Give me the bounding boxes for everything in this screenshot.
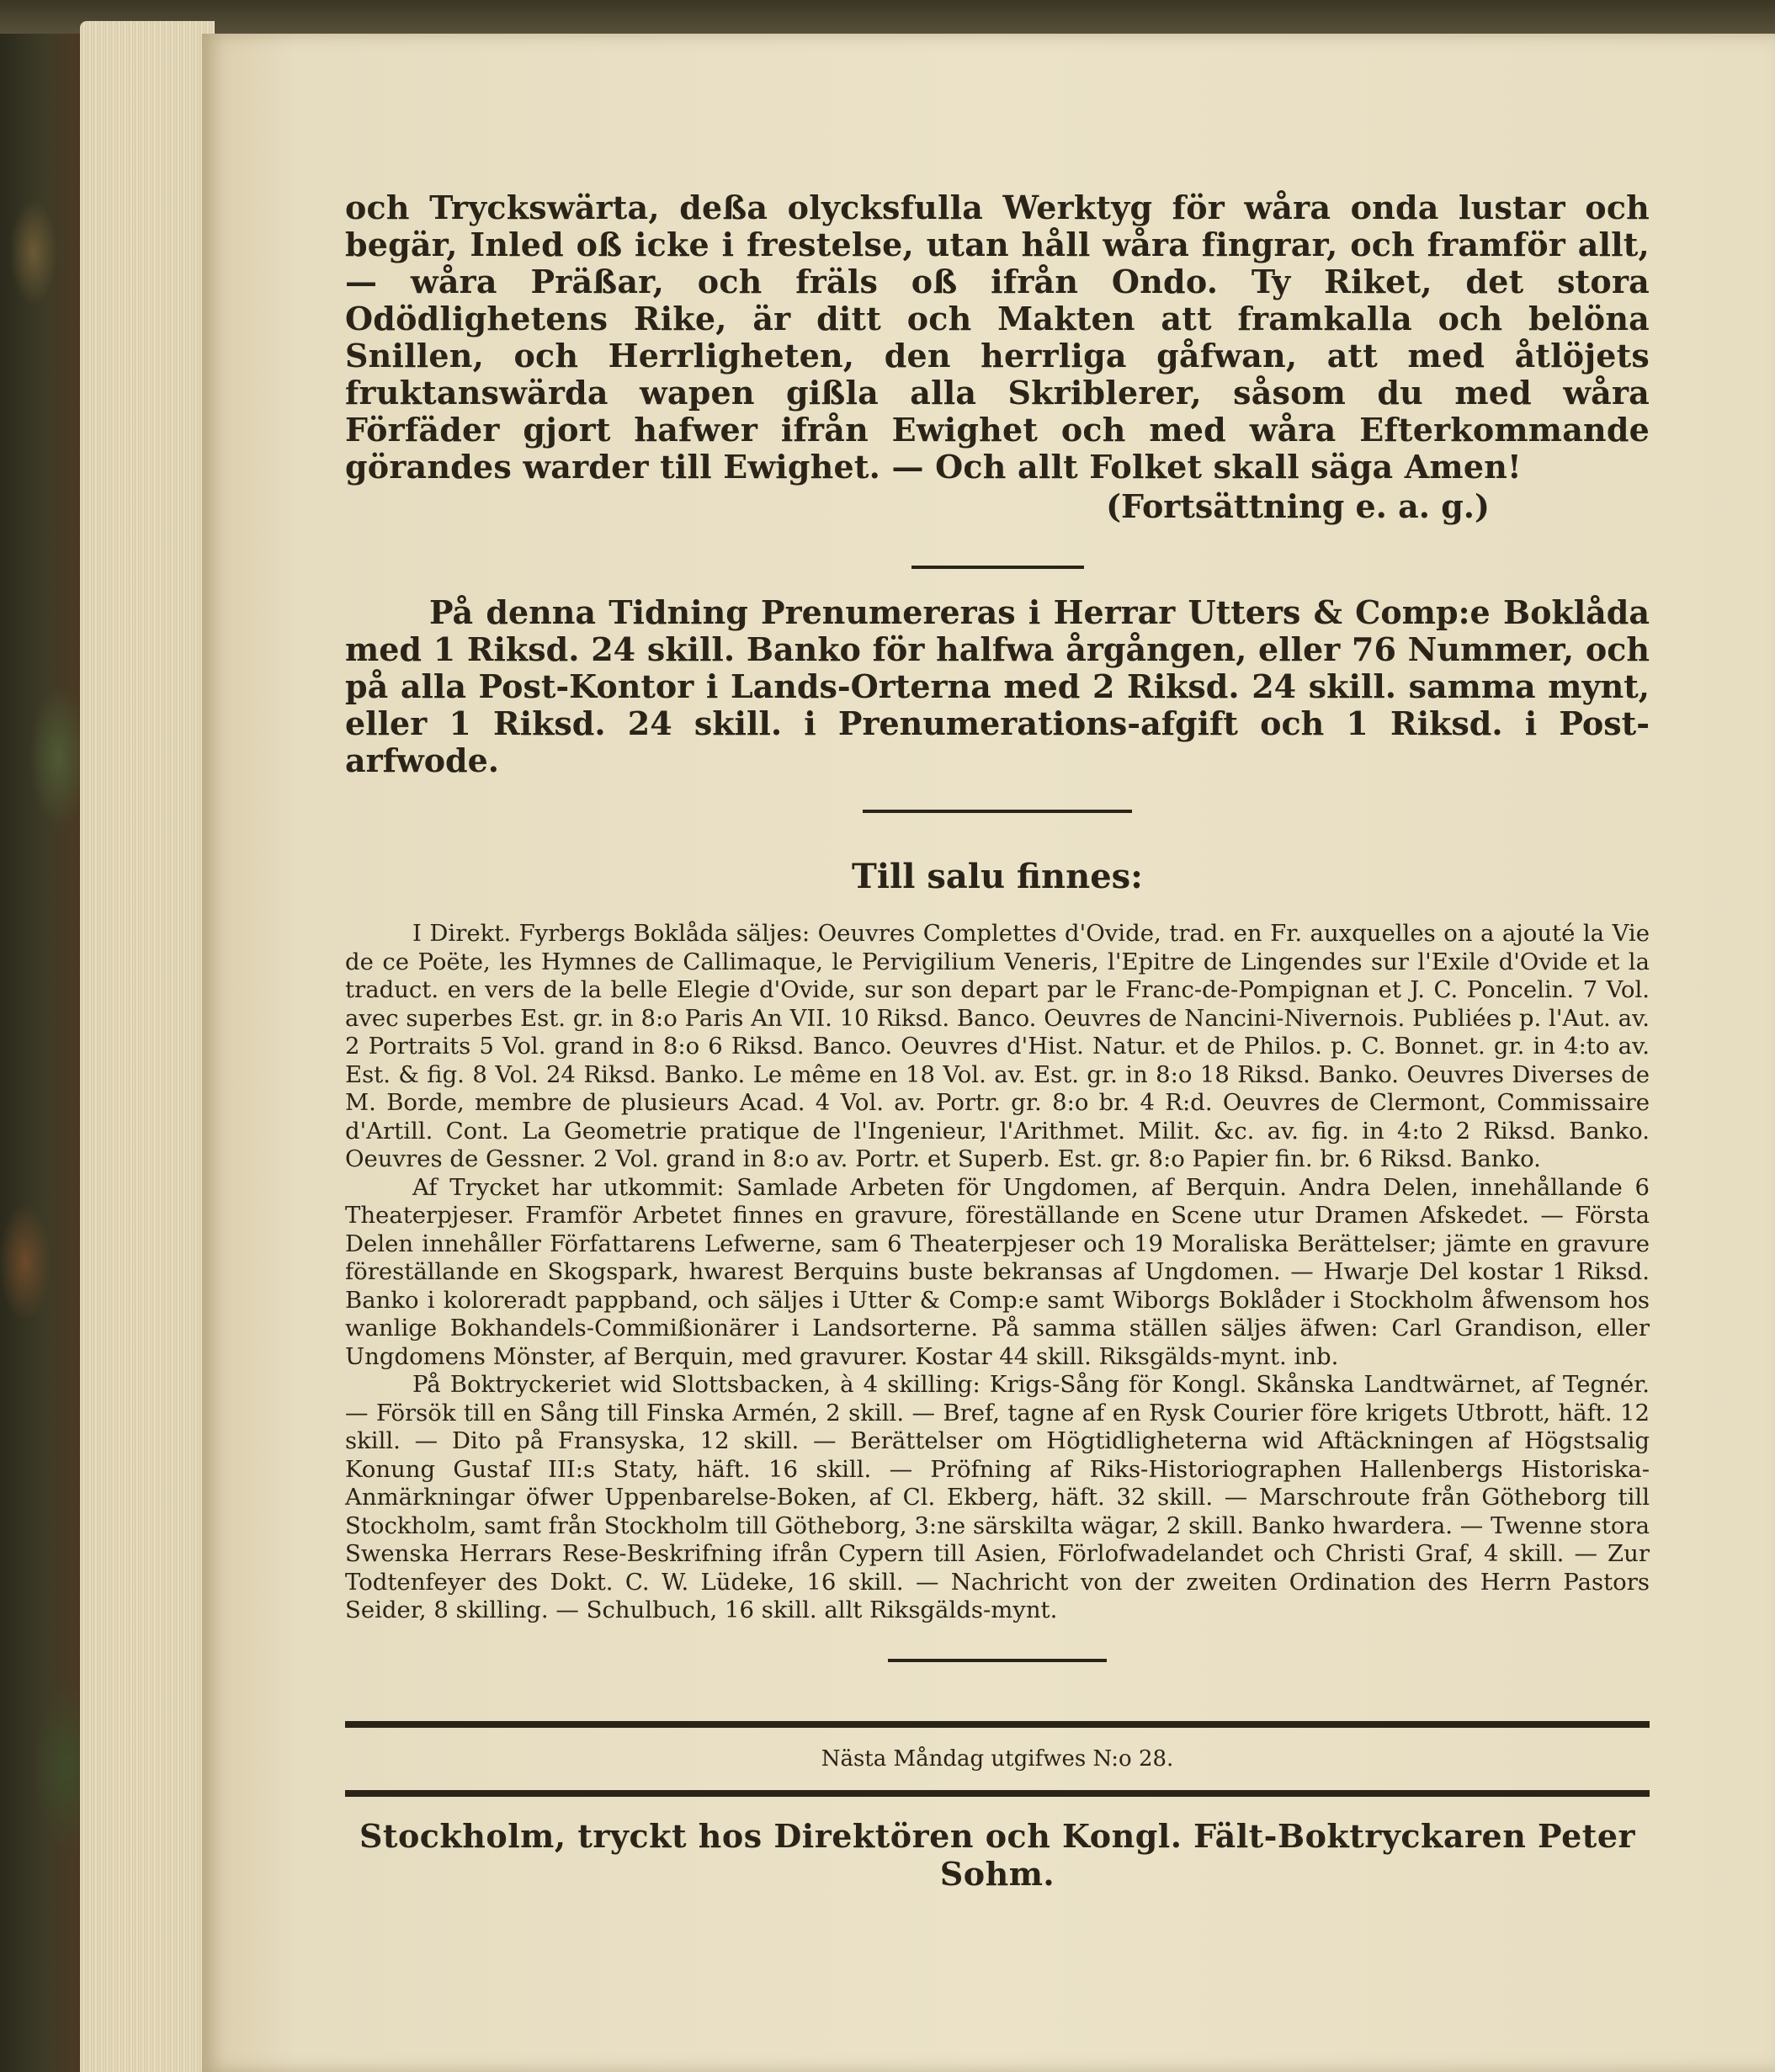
sale-paragraph-2: Af Trycket har utkommit: Samlade Arbeten för Ungdomen, af Berquin. Andra Delen, innehållande 6 Theaterpjeser. Framför Arbetet finnes en gravure, föreställande en Scene utur Dramen Afskedet. — Första Delen innehåller Författarens Lefwerne, sam 6 Theaterpjeser och 19 Moraliska Berättelser; jämte en gravure föreställande en Skogspark, hwarest Berquins buste bekransas af Ungdomen. — Hwarje Del kostar 1 Riksd. Banko i koloreradt pappband, och säljes i Utter & Comp:e samt Wiborgs Boklåder i Stockholm åfwensom hos wanlige Bokhandels-Commißionärer i Landsorterne. På samma ställen säljes äfwen: Carl Grandison, eller Ungdomens Mönster, af Berquin, med gravurer. Kostar 44 skill. Riksgälds-mynt. inb. [345,1173,1650,1370]
continuation-note: (Fortsättning e. a. g.) [1106,487,1490,525]
sale-paragraph-1: I Direkt. Fyrbergs Boklåda säljes: Oeuvres Complettes d'Ovide, trad. en Fr. auxquelles on a ajouté la Vie de ce Poëte, les Hymnes de Callimaque, le Pervigilium Veneris, l'Epitre de Lingendes sur l'Exile d'Ovide et la traduct. en vers de la belle Elegie d'Ovide, sur son depart par le Franc-de-Pompignan et J. C. Poncelin. 7 Vol. avec superbes Est. gr. in 8:o Paris An VII. 10 Riksd. Banco. Oeuvres de Nancini-Nivernois. Publiées p. l'Aut. av. 2 Portraits 5 Vol. grand in 8:o 6 Riksd. Banco. Oeuvres d'Hist. Natur. et de Philos. p. C. Bonnet. gr. in 4:to av. Est. & fig. 8 Vol. 24 Riksd. Banko. Le même en 18 Vol. av. Est. gr. in 8:o 18 Riksd. Banko. Oeuvres Diverses de M. Borde, membre de plusieurs Acad. 4 Vol. av. Portr. gr. 8:o br. 4 R:d. Oeuvres de Clermont, Commissaire d'Artill. Cont. La Geometrie pratique de l'Ingenieur, l'Arithmet. Milit. &c. av. fig. in 4:to 2 Riksd. Banko. Oeuvres de Gessner. 2 Vol. grand in 8:o av. Portr. et Superb. Est. gr. 8:o Papier fin. br. 6 Riksd. Banko. [345,920,1650,1172]
page-edges [80,21,215,2072]
prayer-paragraph: och Tryckswärta, deßa olycksfulla Werktyg för wåra onda lustar och begär, Inled oß icke i frestelse, utan håll wåra fingrar, och framför allt, — wåra Präßar, och fräls oß ifrån Ondo. Ty Riket, det stora Odödlighetens Rike, är ditt och Makten att framkalla och belöna Snillen, och Herrligheten, den herrliga gåfwan, att med åtlöjets fruktanswärda wapen gißla alla Skriblerer, såsom du med wåra Förfäder gjort hafwer ifrån Ewighet och med wåra Efterkommande görandes warder till Ewighet. — Och allt Folket skall säga Amen! [345,189,1650,486]
divider [863,810,1132,813]
divider [888,1659,1107,1662]
imprint: Stockholm, tryckt hos Direktören och Kongl. Fält-Boktryckaren Peter Sohm. [359,1816,1636,1893]
sale-heading: Till salu finnes: [852,857,1143,896]
page-content [345,189,1650,1893]
subscription-paragraph: På denna Tidning Prenumereras i Herrar Utters & Comp:e Boklåda med 1 Riksd. 24 skill. Banko för halfwa årgången, eller 76 Nummer, och på alla Post-Kontor i Lands-Orterna med 2 Riksd. 24 skill. samma mynt, eller 1 Riksd. 24 skill. i Prenumerations-afgift och 1 Riksd. i Post-arfwode. [345,593,1650,779]
book-cover-top [0,0,1775,34]
sale-paragraph-3: På Boktryckeriet wid Slottsbacken, à 4 skilling: Krigs-Sång för Kongl. Skånska Landtwärnet, af Tegnér. — Försök till en Sång till Finska Armén, 2 skill. — Bref, tagne af en Rysk Courier före krigets Utbrott, häft. 12 skill. — Dito på Fransyska, 12 skill. — Berättelser om Högtidligheterna wid Aftäckningen af Högstsalig Konung Gustaf III:s Staty, häft. 16 skill. — Pröfning af Riks-Historiographen Hallenbergs Historiska-Anmärkningar öfwer Uppenbarelse-Boken, af Cl. Ekberg, häft. 32 skill. — Marschroute från Götheborg till Stockholm, samt från Stockholm till Götheborg, 3:ne särskilta wägar, 2 skill. Banko hwardera. — Twenne stora Swenska Herrars Rese-Beskrifning ifrån Cypern till Asien, Förlofwadelandet och Christi Graf, 4 skill. — Zur Todtenfeyer des Dokt. C. W. Lüdeke, 16 skill. — Nachricht von der zweiten Ordination des Herrn Pastors Seider, 8 skilling. — Schulbuch, 16 skill. allt Riksgälds-mynt. [345,1371,1650,1623]
footer-rule-top [345,1721,1650,1728]
divider [911,566,1084,569]
next-issue-notice: Nästa Måndag utgifwes N:o 28. [821,1745,1174,1772]
footer-rule-bottom [345,1790,1650,1797]
